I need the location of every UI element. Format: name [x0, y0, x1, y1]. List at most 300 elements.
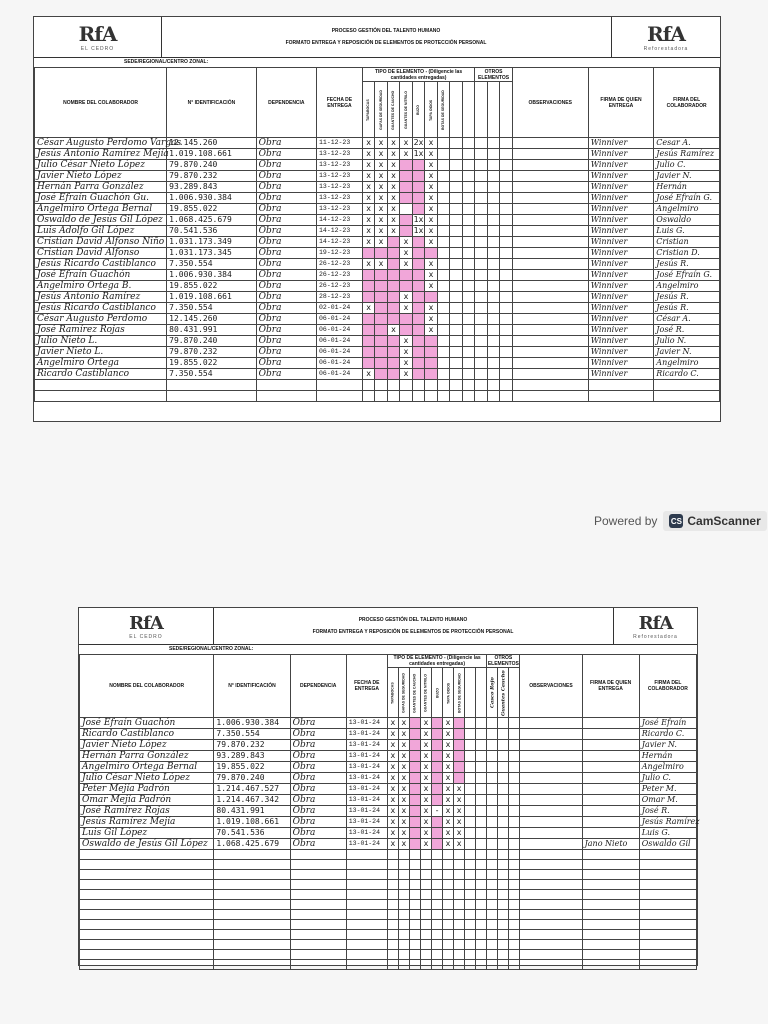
cell-element-mark: x: [443, 839, 454, 850]
cell-element-mark: [487, 160, 499, 171]
form-sheet-2: [78, 607, 698, 966]
cell-observaciones: [520, 940, 582, 950]
cell-element-mark: x: [362, 138, 374, 149]
cell-identificacion: [214, 930, 290, 940]
cell-firma-entrega: Winniver: [588, 358, 654, 369]
cell-firma-entrega: [582, 806, 639, 817]
cell-observaciones: [520, 729, 582, 740]
cell-identificacion: 1.031.173.349: [167, 237, 257, 248]
element-type-header: GUANTES DE NITRILO: [400, 82, 412, 138]
cell-identificacion: 80.431.991: [167, 325, 257, 336]
cell-element-mark: x: [400, 237, 412, 248]
cell-element-mark: [475, 314, 487, 325]
cell-firma-entrega: Winniver: [588, 215, 654, 226]
table-row: [35, 226, 720, 237]
cell-element-mark: [387, 270, 399, 281]
cell-identificacion: 79.870.232: [167, 347, 257, 358]
cell-element-mark: x: [400, 347, 412, 358]
process-title: PROCESO GESTIÓN DEL TALENTO HUMANO: [358, 617, 468, 623]
cell-element-mark: [465, 817, 476, 828]
cell-nombre: Julio César Nieto López: [80, 773, 214, 784]
cell-firma-entrega: [582, 828, 639, 839]
cell-element-mark: 1x: [413, 149, 424, 158]
cell-dependencia: Obra: [256, 171, 316, 182]
cell-element-mark: [387, 850, 398, 860]
cell-element-mark: [400, 204, 412, 215]
cell-element-mark: [450, 336, 462, 347]
cell-firma-colaborador: [639, 960, 696, 970]
cell-dependencia: [290, 860, 346, 870]
cell-element-mark: x: [398, 762, 409, 773]
cell-nombre: José Ramírez Rojas: [35, 325, 167, 336]
cell-firma-colaborador: Oswaldo Gil: [639, 839, 696, 850]
table-row: [80, 930, 697, 940]
cell-element-mark: [432, 762, 443, 773]
table-row: [80, 870, 697, 880]
cell-firma-colaborador: José R.: [654, 325, 720, 336]
cell-identificacion: 7.350.554: [167, 259, 257, 270]
cell-element-mark: x: [387, 806, 398, 817]
cell-fecha: 13-01-24: [346, 817, 387, 828]
cell-element-mark: [437, 380, 449, 391]
cell-element-mark: x: [400, 149, 412, 160]
cell-dependencia: Obra: [290, 762, 346, 773]
cell-element-mark: [387, 369, 399, 380]
cell-element-mark: [476, 839, 487, 850]
cell-element-mark: 2x: [413, 138, 424, 147]
cell-element-mark: x: [400, 303, 412, 314]
table-row: [80, 839, 697, 850]
cell-firma-colaborador: Jesús R.: [654, 259, 720, 270]
cell-element-mark: [432, 870, 443, 880]
cell-fecha: 28-12-23: [317, 292, 363, 303]
cell-element-mark: [498, 729, 509, 740]
table-row: [80, 817, 697, 828]
cell-element-mark: [498, 950, 509, 960]
cell-dependencia: [290, 950, 346, 960]
cell-identificacion: 12.145.260: [167, 138, 257, 149]
cell-firma-entrega: Winniver: [588, 259, 654, 270]
cell-element-mark: [412, 347, 424, 358]
logo-subtitle: EL CEDRO: [80, 46, 115, 52]
cell-nombre: Jesús Ricardo Castiblanco: [35, 259, 167, 270]
cell-element-mark: [409, 870, 420, 880]
cell-element-mark: [387, 391, 399, 402]
cell-identificacion: [214, 910, 290, 920]
cell-element-mark: [465, 910, 476, 920]
form-titles: [161, 17, 611, 57]
col-header-firma-colaborador: FIRMA DEL COLABORADOR: [654, 68, 720, 138]
cell-element-mark: x: [387, 160, 399, 171]
cell-observaciones: [520, 795, 582, 806]
cell-element-mark: [450, 347, 462, 358]
cell-element-mark: [487, 718, 498, 729]
cell-observaciones: [520, 784, 582, 795]
cell-identificacion: 1.006.930.384: [167, 193, 257, 204]
table-row: [35, 237, 720, 248]
cell-element-mark: [498, 762, 509, 773]
cell-element-mark: x: [443, 751, 454, 762]
cell-element-mark: [432, 950, 443, 960]
form-header: [79, 608, 697, 645]
cell-firma-colaborador: José Efraín G.: [654, 270, 720, 281]
table-row: [80, 740, 697, 751]
cell-identificacion: 1.068.425.679: [167, 215, 257, 226]
cell-element-mark: [487, 839, 498, 850]
cell-element-mark: [476, 784, 487, 795]
cell-element-mark: [432, 817, 443, 828]
cell-dependencia: [290, 930, 346, 940]
cell-element-mark: x: [387, 193, 399, 204]
cell-identificacion: 19.855.022: [167, 358, 257, 369]
cell-element-mark: [398, 960, 409, 970]
cell-element-mark: [412, 270, 424, 281]
cell-fecha: [346, 910, 387, 920]
cell-element-mark: [437, 160, 449, 171]
cell-element-mark: x: [375, 237, 387, 248]
cell-element-mark: [443, 950, 454, 960]
cell-element-mark: [465, 784, 476, 795]
cell-element-mark: [409, 940, 420, 950]
cell-identificacion: [214, 940, 290, 950]
table-row: [80, 773, 697, 784]
cell-element-mark: [500, 270, 513, 281]
cell-element-mark: [475, 325, 487, 336]
cell-element-mark: x: [387, 839, 398, 850]
cell-element-mark: [462, 325, 475, 336]
cell-nombre: [80, 960, 214, 970]
cell-element-mark: [412, 325, 424, 336]
cell-dependencia: Obra: [256, 237, 316, 248]
element-type-header: TAPA OIDOS: [425, 82, 437, 138]
format-title: FORMATO ENTREGA Y REPOSICIÓN DE ELEMENTOS DE PROTECCIÓN PERSONAL: [285, 40, 487, 46]
cell-firma-entrega: [582, 718, 639, 729]
cell-element-mark: [437, 347, 449, 358]
cell-element-mark: [450, 380, 462, 391]
cell-element-mark: x: [425, 193, 437, 204]
cell-fecha: 06-01-24: [317, 358, 363, 369]
cell-element-mark: x: [420, 817, 431, 828]
cell-element-mark: [443, 850, 454, 860]
cell-element-mark: [498, 940, 509, 950]
cell-identificacion: [214, 960, 290, 970]
cell-element-mark: x: [387, 795, 398, 806]
table-row: [80, 762, 697, 773]
cell-dependencia: Obra: [290, 751, 346, 762]
cell-firma-colaborador: [639, 930, 696, 940]
cell-element-mark: x: [375, 171, 387, 182]
cell-element-mark: [437, 270, 449, 281]
cell-firma-colaborador: [639, 940, 696, 950]
cell-element-mark: [487, 138, 499, 149]
cell-element-mark: [462, 336, 475, 347]
cell-element-mark: [432, 890, 443, 900]
cell-element-mark: [420, 900, 431, 910]
cell-element-mark: x: [387, 215, 399, 226]
cell-element-mark: [509, 806, 520, 817]
cell-element-mark: [454, 729, 465, 740]
cell-element-mark: [454, 910, 465, 920]
cell-element-mark: [454, 773, 465, 784]
cell-fecha: 13-12-23: [317, 182, 363, 193]
cell-element-mark: [475, 226, 487, 237]
cell-element-mark: [412, 369, 424, 380]
cell-fecha: 02-01-24: [317, 303, 363, 314]
cell-nombre: José Efraín Guachón: [35, 270, 167, 281]
cell-dependencia: [290, 850, 346, 860]
cell-element-mark: [362, 314, 374, 325]
cell-nombre: [35, 391, 167, 402]
cell-element-mark: [420, 940, 431, 950]
cell-element-mark: [487, 890, 498, 900]
cell-element-mark: [476, 828, 487, 839]
cell-element-mark: [500, 369, 513, 380]
cell-element-mark: [487, 860, 498, 870]
cell-element-mark: [476, 950, 487, 960]
cell-element-mark: x: [425, 171, 437, 182]
element-type-header-blank: [462, 82, 475, 138]
cell-element-mark: [465, 751, 476, 762]
cell-nombre: José Efraín Guachón: [80, 718, 214, 729]
cell-element-mark: x: [425, 215, 437, 226]
cell-element-mark: [400, 171, 412, 182]
element-type-header-blank: [476, 668, 487, 718]
cell-dependencia: Obra: [256, 226, 316, 237]
cell-element-mark: [454, 940, 465, 950]
cell-observaciones: [520, 751, 582, 762]
cell-element-mark: [498, 806, 509, 817]
cell-firma-entrega: Winniver: [588, 336, 654, 347]
cell-identificacion: 79.870.232: [167, 171, 257, 182]
cell-element-mark: [487, 850, 498, 860]
cell-element-mark: [437, 138, 449, 149]
cell-firma-colaborador: Angelmiro: [639, 762, 696, 773]
cell-element-mark: [412, 336, 424, 347]
logo-subtitle: Reforestadora: [643, 46, 689, 52]
table-row: [80, 960, 697, 970]
cell-element-mark: [450, 281, 462, 292]
cell-element-mark: x: [362, 193, 374, 204]
cell-observaciones: [512, 259, 588, 270]
cell-element-mark: [487, 226, 499, 237]
cell-element-mark: [437, 149, 449, 160]
table-body: [80, 718, 700, 970]
cell-dependencia: Obra: [256, 182, 316, 193]
cell-element-mark: [500, 160, 513, 171]
cell-identificacion: 19.855.022: [167, 204, 257, 215]
cell-element-mark: [487, 729, 498, 740]
cell-nombre: Javier Nieto L.: [35, 347, 167, 358]
cell-element-mark: [450, 358, 462, 369]
cell-dependencia: Obra: [256, 160, 316, 171]
cell-element-mark: x: [400, 259, 412, 270]
cell-element-mark: x: [443, 828, 454, 839]
cell-element-mark: [454, 960, 465, 970]
cell-element-mark: [475, 182, 487, 193]
cell-firma-entrega: [582, 850, 639, 860]
cell-element-mark: [487, 773, 498, 784]
table-row: [80, 860, 697, 870]
cell-fecha: 13-12-23: [317, 171, 363, 182]
cell-element-mark: [500, 237, 513, 248]
cell-element-mark: [476, 795, 487, 806]
cell-element-mark: [412, 160, 424, 171]
cell-dependencia: Obra: [256, 325, 316, 336]
cell-element-mark: [475, 369, 487, 380]
cell-element-mark: x: [398, 784, 409, 795]
cell-element-mark: [454, 718, 465, 729]
cell-element-mark: [476, 850, 487, 860]
cell-element-mark: [443, 900, 454, 910]
table-body: [35, 138, 720, 402]
cell-element-mark: [387, 281, 399, 292]
cell-fecha: 13-01-24: [346, 729, 387, 740]
table-row: [80, 940, 697, 950]
cell-nombre: Cristian David Alfonso Niño: [35, 237, 167, 248]
cell-element-mark: [432, 960, 443, 970]
cell-nombre: Jesús Ricardo Castiblanco: [35, 303, 167, 314]
camscanner-badge: [663, 511, 766, 531]
cell-element-mark: [475, 259, 487, 270]
cell-firma-entrega: [582, 795, 639, 806]
cell-element-mark: x: [443, 795, 454, 806]
cell-firma-colaborador: Ricardo C.: [639, 729, 696, 740]
cell-identificacion: 79.870.240: [214, 773, 290, 784]
cell-element-mark: x: [387, 149, 399, 160]
cell-fecha: [346, 850, 387, 860]
cell-nombre: Julio César Nieto López: [35, 160, 167, 171]
cell-element-mark: [509, 729, 520, 740]
cell-element-mark: x: [362, 215, 374, 226]
col-header-observaciones: OBSERVACIONES: [512, 68, 588, 138]
cell-element-mark: [462, 226, 475, 237]
cell-element-mark: [465, 740, 476, 751]
cell-observaciones: [520, 860, 582, 870]
cell-fecha: [346, 900, 387, 910]
cell-element-mark: [450, 259, 462, 270]
cell-element-mark: x: [443, 806, 454, 817]
cell-element-mark: [465, 773, 476, 784]
cell-element-mark: [398, 930, 409, 940]
cell-element-mark: [487, 149, 499, 160]
cell-element-mark: [465, 828, 476, 839]
cell-fecha: 13-01-24: [346, 740, 387, 751]
cell-firma-entrega: [582, 762, 639, 773]
cell-element-mark: [498, 860, 509, 870]
cell-identificacion: [214, 950, 290, 960]
cell-element-mark: [465, 806, 476, 817]
cell-observaciones: [520, 880, 582, 890]
cell-element-mark: [476, 870, 487, 880]
cell-element-mark: [509, 890, 520, 900]
cell-element-mark: [509, 960, 520, 970]
cell-element-mark: [412, 314, 424, 325]
col-header-otros: OTROS ELEMENTOS: [475, 68, 512, 82]
cell-dependencia: Obra: [256, 303, 316, 314]
cell-element-mark: [450, 237, 462, 248]
cell-element-mark: [387, 940, 398, 950]
cell-observaciones: [512, 347, 588, 358]
cell-identificacion: [214, 900, 290, 910]
cell-identificacion: 1.006.930.384: [214, 718, 290, 729]
table-row: [80, 729, 697, 740]
cell-element-mark: [487, 325, 499, 336]
cell-element-mark: [509, 817, 520, 828]
table-row: [35, 314, 720, 325]
cell-element-mark: [509, 718, 520, 729]
cell-observaciones: [512, 237, 588, 248]
cell-element-mark: [465, 870, 476, 880]
cell-element-mark: [420, 850, 431, 860]
cell-element-mark: [465, 860, 476, 870]
cell-observaciones: [512, 292, 588, 303]
cell-element-mark: [450, 303, 462, 314]
table-row: [80, 890, 697, 900]
cell-observaciones: [520, 960, 582, 970]
table-row: [35, 149, 720, 160]
cell-element-mark: [462, 281, 475, 292]
cell-observaciones: [520, 773, 582, 784]
cell-element-mark: x: [387, 740, 398, 751]
table-row: [80, 880, 697, 890]
cell-element-mark: x: [362, 171, 374, 182]
cell-observaciones: [512, 215, 588, 226]
cell-element-mark: x: [398, 817, 409, 828]
cell-element-mark: [465, 940, 476, 950]
cell-element-mark: [400, 160, 412, 171]
cell-element-mark: [462, 369, 475, 380]
cell-element-mark: [437, 182, 449, 193]
cell-element-mark: [454, 920, 465, 930]
cell-element-mark: [500, 248, 513, 259]
cell-element-mark: [462, 248, 475, 259]
table-row: [80, 900, 697, 910]
cell-firma-entrega: [582, 880, 639, 890]
cell-nombre: [80, 880, 214, 890]
cell-dependencia: [290, 870, 346, 880]
otros-header-blank: [487, 82, 499, 138]
cell-element-mark: [387, 303, 399, 314]
cell-element-mark: [420, 960, 431, 970]
cell-identificacion: 93.289.843: [214, 751, 290, 762]
cell-element-mark: [487, 347, 499, 358]
cell-firma-entrega: Winniver: [588, 303, 654, 314]
cell-dependencia: Obra: [256, 347, 316, 358]
cell-identificacion: 1.019.108.661: [167, 292, 257, 303]
table-row: [80, 718, 697, 729]
cell-nombre: Ricardo Castiblanco: [35, 369, 167, 380]
cell-element-mark: [362, 292, 374, 303]
cell-element-mark: x: [387, 171, 399, 182]
cell-identificacion: 70.541.536: [167, 226, 257, 237]
logo-mark: RfA: [78, 22, 117, 46]
cell-element-mark: x: [400, 358, 412, 369]
cell-element-mark: [387, 890, 398, 900]
cell-element-mark: [500, 292, 513, 303]
cell-firma-colaborador: Cesar A.: [654, 138, 720, 149]
cell-element-mark: [387, 259, 399, 270]
cell-element-mark: [425, 380, 437, 391]
cell-nombre: Julio Nieto L.: [35, 336, 167, 347]
cell-element-mark: [500, 182, 513, 193]
cell-element-mark: [387, 880, 398, 890]
cell-element-mark: [409, 880, 420, 890]
cell-identificacion: 1.214.467.527: [214, 784, 290, 795]
cell-observaciones: [520, 910, 582, 920]
cell-fecha: 06-01-24: [317, 325, 363, 336]
cell-firma-entrega: Winniver: [588, 281, 654, 292]
cell-firma-colaborador: [639, 890, 696, 900]
